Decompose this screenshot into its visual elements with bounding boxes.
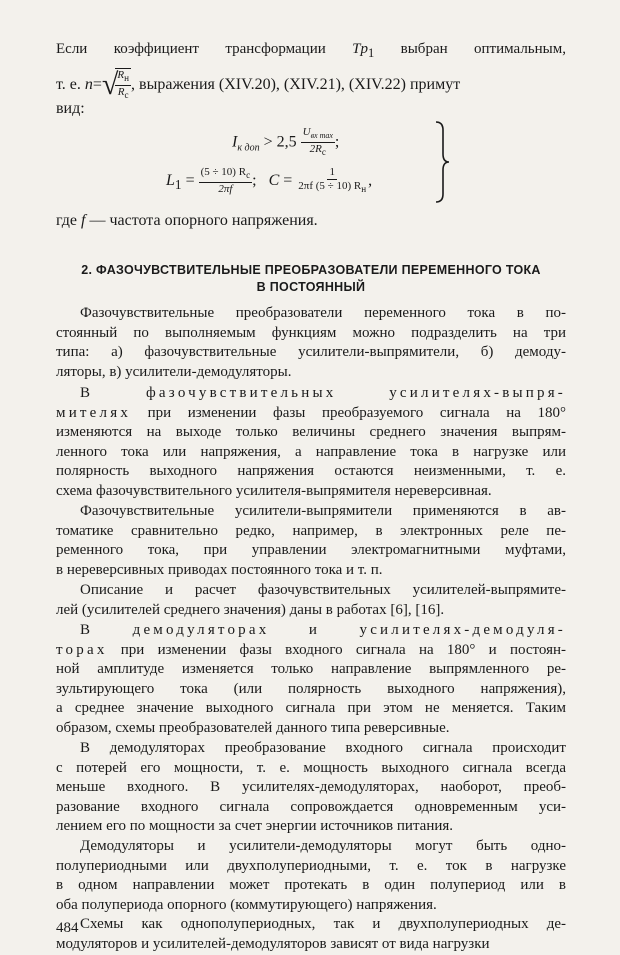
symbol-n: n [84,75,93,93]
formula-tail: ; [334,133,340,151]
where-line [56,212,318,230]
text-line: ляторы, в) усилители-демодуляторы. [56,363,292,380]
text-line: типа: а) фазочувствительные усилители-выпрямители, б) демоду- [56,344,566,361]
symbol-l: L [166,171,175,189]
text-line: лей (усилителей среднего значения) даны в работах [6], [16]. [56,601,445,618]
text-line: меньше входного. В усилителях-демодуляторах, наоборот, преоб- [56,779,566,796]
text-line: ной амплитуде изменяется только направление выпрямленного ре- [56,661,566,678]
symbol-i: I [232,133,238,151]
intro-line-1 [56,40,566,64]
text-line: оба полупериода опорного (коммутирующего) напряжения. [56,896,437,913]
formula-1 [232,126,339,159]
right-brace [434,120,450,204]
symbol-tp: Tp [352,41,368,57]
symbol-c: C [268,171,280,189]
paragraph-2 [56,384,566,502]
symbol-u: U [302,126,311,138]
symbol-sub: c [246,170,251,181]
formula-op: > 2,5 [259,133,301,151]
intro-text: Если коэффициент трансформации [56,41,353,57]
text-line: Схемы как однополупериодных, так и двухполупериодных де- [80,916,566,933]
sqrt-symbol: √ [101,68,119,102]
symbol-sub: c [321,147,326,158]
symbol-sub: 1 [174,176,182,192]
fraction-num: (5 ÷ 10) R [200,166,247,178]
text-line: с потерей его мощности, т. е. мощность выходного сигнала всегда [56,759,566,776]
intro-line-3: вид: [56,100,85,117]
paragraph-5 [56,621,566,739]
text-line: Демодуляторы и усилители-демодуляторы могут быть одно- [80,838,566,854]
fraction-rn-rc [115,68,131,102]
spaced-term: торах [56,641,108,658]
text-line: а среднее значение выходного сигнала при этом не меняется. Таким [56,700,566,717]
text-line: зультирующего тока (или полярность выходного напряжения), [56,680,566,697]
symbol-f: f [81,212,86,229]
text-line: разование входного сигнала сопровождается одновременным уси- [56,798,566,815]
symbol-sub: вх max [310,131,333,141]
formula-tail: , [368,171,373,189]
intro-paragraph [56,40,566,64]
symbol-sub: н [361,184,367,195]
text-line: в нереверсивных приводах постоянного тока и т. п. [56,561,383,578]
symbol-sub: к доп [237,142,260,154]
symbol-r: R [117,69,125,81]
text-line: В демодуляторах и усилителях-демодуля- [80,622,566,638]
fraction-den: 2πf [218,183,233,196]
spaced-term: мителях [56,404,132,421]
text-line: полярность выходного напряжения остаются неизменными, т. е. [56,463,566,480]
text-line: изменяются на выходе только величины среднего значения выпрям- [56,424,566,441]
section-heading [56,262,566,296]
symbol-2r: 2R [309,143,322,156]
text-line [56,641,566,661]
text-line: В фазочувствительных усилителях-выпря- [80,385,566,401]
paragraph-7 [56,837,566,915]
equals-sign: = [279,171,297,189]
symbol-r: R [117,86,125,99]
equals-sign: = [92,75,102,93]
text-run: при изменении фазы входного сигнала на 180° и постоян- [107,641,566,658]
symbol-sub: c [124,90,129,101]
heading-line-1: 2. ФАЗОЧУВСТВИТЕЛЬНЫЕ ПРЕОБРАЗОВАТЕЛИ ПЕРЕМЕННОГО ТОКА [81,263,541,277]
text-line: В демодуляторах преобразование входного сигнала происходит [80,740,566,756]
text-line: в одном направлении может протекать в один полупериод или в [56,877,566,894]
fraction-den: 2πf (5 ÷ 10) R [298,180,362,192]
paragraph-4 [56,581,566,620]
paragraph-3 [56,502,566,580]
paragraph-8 [56,915,566,954]
where-text: — частота опорного напряжения. [85,212,318,229]
text-line: ленного тока или напряжения, а направление тока в нагрузке или [56,443,566,460]
equals-sign: = [181,171,199,189]
symbol-sub: 1 [368,46,375,60]
text-line: Фазочувствительные преобразователи переменного тока в по- [80,305,566,321]
text-line: полупериодными или двухполупериодными, т. е. ток в нагрузке [56,857,566,874]
fraction-num: 1 [329,166,335,178]
intro-text: т. е. [56,75,85,93]
text-line [56,404,566,424]
text-line: томатике сравнительно редко, например, в электронных реле пе- [56,522,566,539]
intro-line-2 [56,68,460,102]
paragraph-6 [56,739,566,837]
text-line: лением его по мощности за счет энергии источников питания. [56,818,454,835]
text-line: схема фазочувствительного усилителя-выпрямителя нереверсивная. [56,482,492,499]
formula-2 [166,166,372,196]
text-run: при изменении фазы преобразуемого сигнала на 180° [131,404,566,421]
paragraph-1 [56,304,566,382]
fraction-u-2r [301,126,335,159]
text-line: стоянный по выполняемым функциям можно подразделить на три [56,324,566,341]
intro-text: , выражения (XIV.20), (XIV.21), (XIV.22) примут [131,75,461,93]
text-line: Описание и расчет фазочувствительных усилителей-выпрямите- [80,582,566,598]
text-line: образом, схемы преобразователей данного типа реверсивные. [56,719,450,736]
text-line: Фазочувствительные усилители-выпрямители применяются в ав- [80,503,566,519]
heading-line-2: В ПОСТОЯННЫЙ [256,280,366,294]
fraction-l1 [199,166,253,196]
page-number: 484 [56,920,79,936]
text-line: модуляторов и усилителей-демодуляторов зависят от вида нагрузки [56,935,490,952]
intro-text: выбран оптимальным, [374,41,566,57]
text-line: ременного тока, при управлении электромагнитными муфтами, [56,542,566,559]
symbol-sub: н [124,73,130,84]
where-text: где [56,212,82,229]
formula-sep: ; [252,171,269,189]
fraction-c [296,166,368,196]
